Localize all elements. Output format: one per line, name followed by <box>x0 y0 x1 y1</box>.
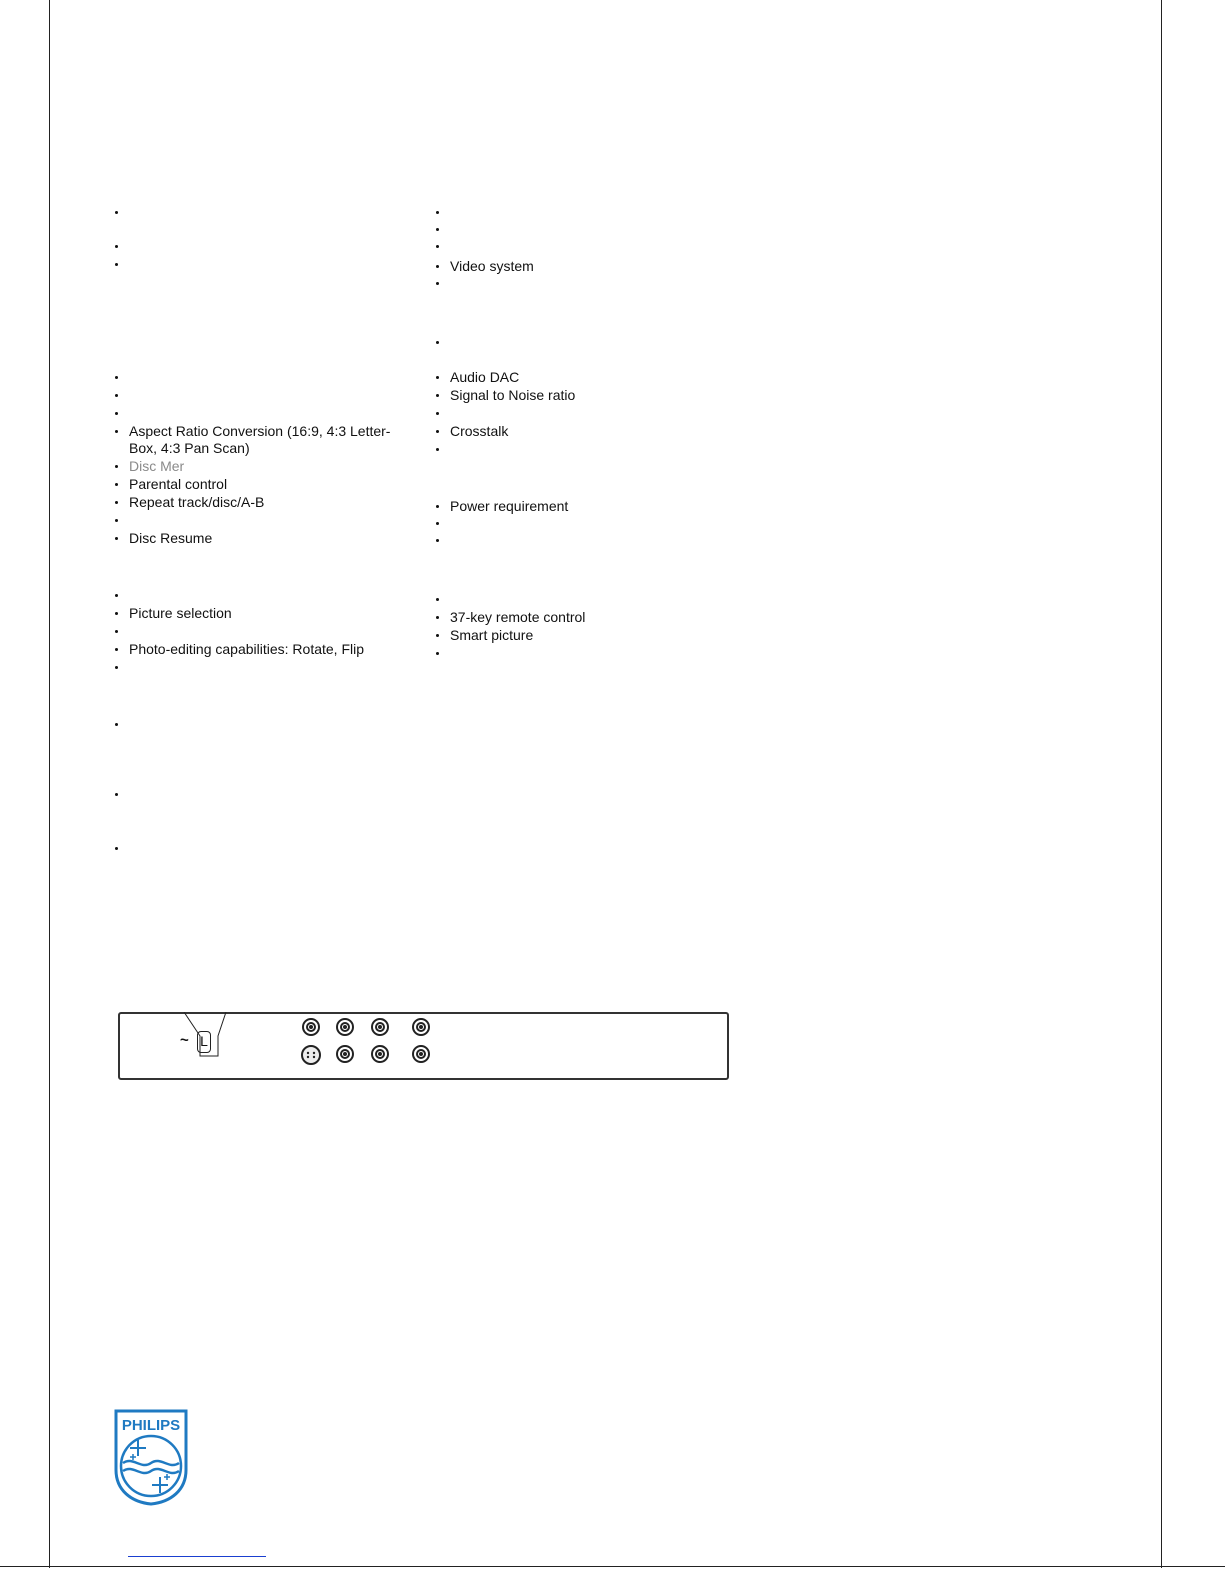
audio-out-jack <box>371 1045 389 1063</box>
audio-out-jack <box>336 1045 354 1063</box>
audio-out-jack <box>336 1018 354 1036</box>
page-border-bottom <box>0 1566 1225 1567</box>
power-plug-icon: L <box>197 1031 211 1053</box>
power-socket-outline <box>182 1012 242 1060</box>
coaxial-out-jack <box>412 1018 430 1036</box>
philips-logo <box>113 1408 189 1506</box>
s-video-jack <box>301 1045 321 1065</box>
rear-panel-diagram <box>118 1012 729 1080</box>
page-border-left <box>49 0 50 1568</box>
footer-link-underline[interactable] <box>128 1556 266 1557</box>
power-symbol: ~ <box>180 1032 189 1049</box>
brand-wordmark: PHILIPS <box>121 1417 181 1434</box>
video-out-jack <box>302 1018 320 1036</box>
coaxial-out-jack <box>412 1045 430 1063</box>
audio-out-jack <box>371 1018 389 1036</box>
page-border-right <box>1161 0 1162 1568</box>
